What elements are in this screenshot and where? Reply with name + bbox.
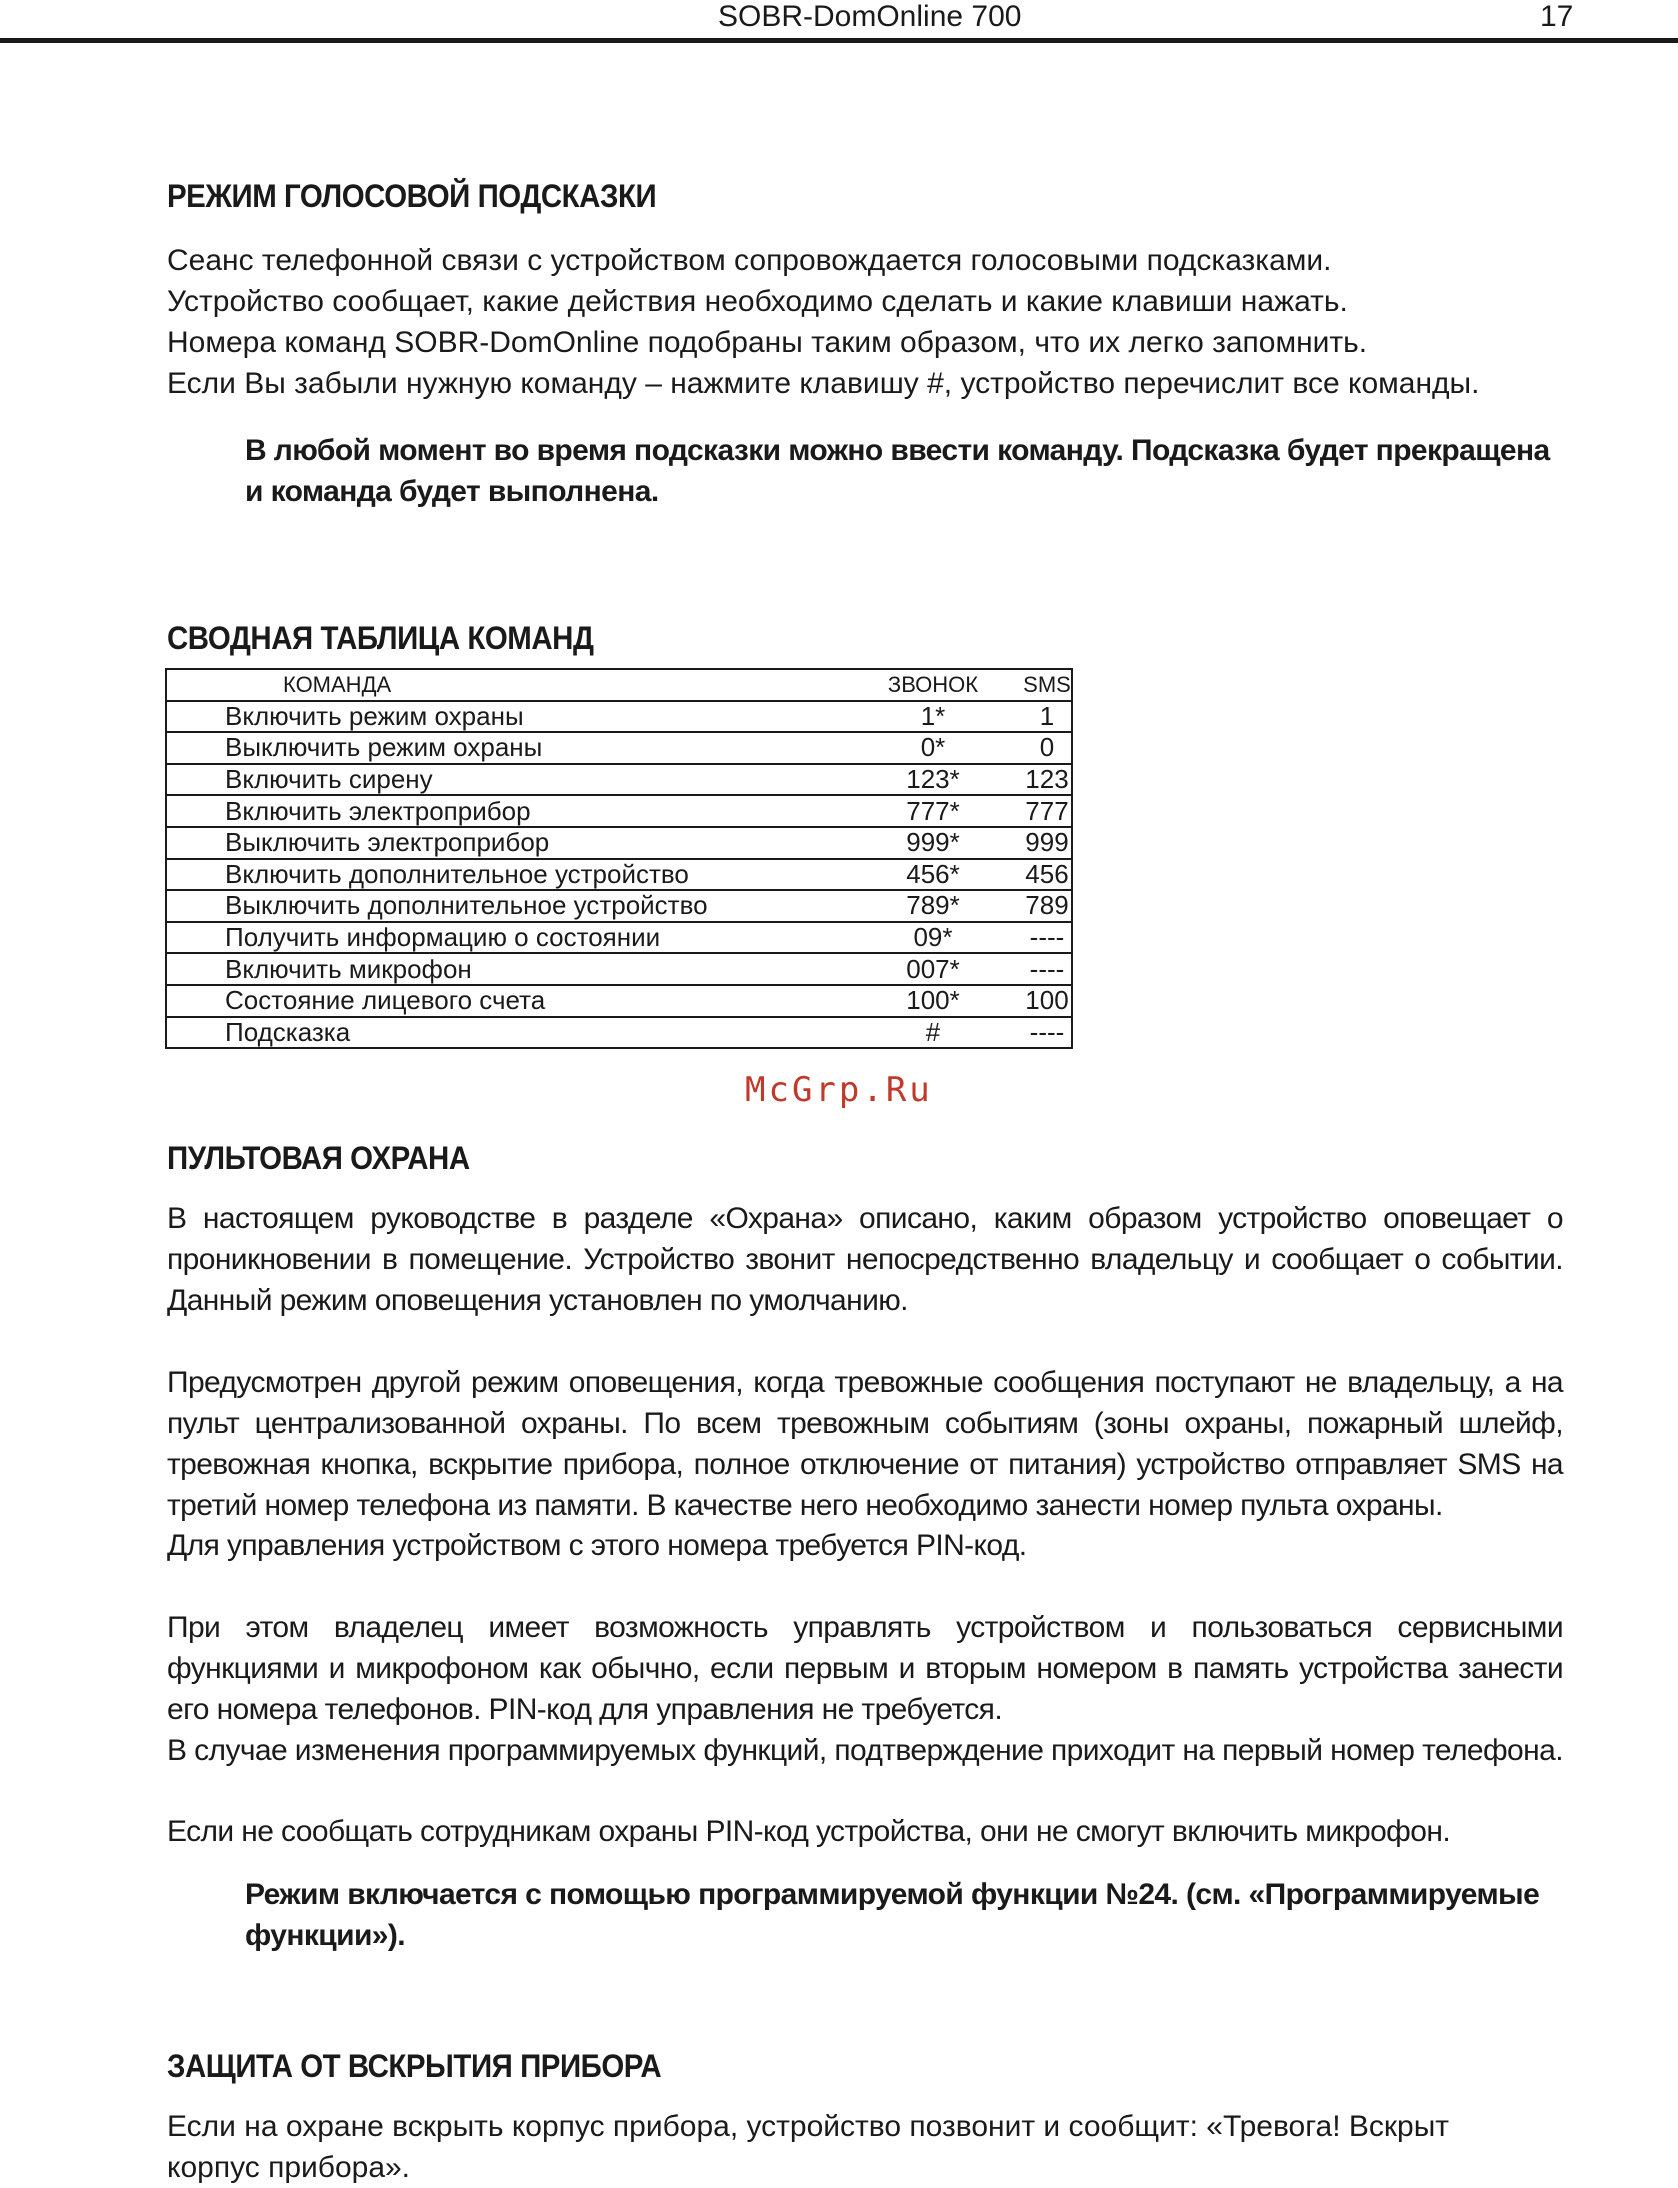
table-header-row — [166, 669, 1072, 701]
table-row — [166, 953, 1072, 985]
call-code-cell: 007* — [843, 953, 1023, 985]
table-row — [166, 922, 1072, 954]
call-code-cell: 456* — [843, 859, 1023, 891]
remote-p3c: Если не сообщать сотрудникам охраны PIN-код устройства, они не смогут включить микрофон. — [167, 1815, 1451, 1848]
call-code-cell: 777* — [843, 795, 1023, 827]
sms-code-cell: 777 — [1023, 795, 1072, 827]
voice-line-2: Устройство сообщает, какие действия необходимо сделать и какие клавиши нажать. — [167, 285, 1348, 318]
call-code-cell: # — [843, 1017, 1023, 1049]
command-name-cell: Выключить дополнительное устройство — [166, 890, 843, 922]
sms-code-cell: 1 — [1023, 701, 1072, 733]
call-code-cell: 100* — [843, 985, 1023, 1017]
sms-code-cell: 999 — [1023, 827, 1072, 859]
voice-line-3: Номера команд SOBR-DomOnline подобраны таким образом, что их легко запомнить. — [167, 326, 1368, 359]
header-divider — [0, 38, 1678, 43]
col-command: КОМАНДА — [166, 669, 843, 701]
call-code-cell: 999* — [843, 827, 1023, 859]
remote-p2b: Для управления устройством с этого номера требуется PIN-код. — [167, 1529, 1027, 1562]
command-name-cell: Включить режим охраны — [166, 701, 843, 733]
command-name-cell: Подсказка — [166, 1017, 843, 1049]
command-table-heading: СВОДНАЯ ТАБЛИЦА КОМАНД — [167, 620, 594, 656]
col-sms: SMS — [1023, 669, 1072, 701]
voice-prompt-note: В любой момент во время подсказки можно ввести команду. Подсказка будет прекращена и команда будет выполнена. — [245, 434, 1550, 508]
sms-code-cell: 123 — [1023, 764, 1072, 796]
voice-line-4: Если Вы забыли нужную команду – нажмите клавишу #, устройство перечислит все команды. — [167, 367, 1480, 400]
sms-code-cell: 100 — [1023, 985, 1072, 1017]
running-header-title: SOBR-DomOnline 700 — [718, 0, 1022, 33]
table-row — [166, 795, 1072, 827]
sms-code-cell: ---- — [1023, 1017, 1072, 1049]
remote-p1: В настоящем руководстве в разделе «Охрана» описано, каким образом устройство оповещает о проникновении в помещение. Устройство звонит непосредственно владельцу и сообщает о событии. Данный режим оповещения установлен по умолчанию. — [167, 1202, 1563, 1317]
tamper-heading: ЗАЩИТА ОТ ВСКРЫТИЯ ПРИБОРА — [167, 2048, 662, 2084]
table-row — [166, 1017, 1072, 1049]
voice-line-1: Сеанс телефонной связи с устройством сопровождается голосовыми подсказками. — [167, 244, 1332, 277]
table-row — [166, 732, 1072, 764]
page-number: 17 — [1540, 0, 1574, 33]
table-row — [166, 985, 1072, 1017]
call-code-cell: 09* — [843, 922, 1023, 954]
table-row — [166, 764, 1072, 796]
table-row — [166, 890, 1072, 922]
command-name-cell: Включить электроприбор — [166, 795, 843, 827]
call-code-cell: 123* — [843, 764, 1023, 796]
command-name-cell: Выключить электроприбор — [166, 827, 843, 859]
command-name-cell: Состояние лицевого счета — [166, 985, 843, 1017]
remote-note: Режим включается с помощью программируемой функции №24. (см. «Программируемые функции»). — [245, 1878, 1540, 1952]
remote-p2: Предусмотрен другой режим оповещения, когда тревожные сообщения поступают не владельцу, а на пульт централизованной охраны. По всем тревожным событиям (зоны охраны, пожарный шлейф, тревожная кнопка, вскрытие прибора, полное отключение от питания) устройство отправляет SMS на третий номер телефона из памяти. В качестве него необходимо занести номер пульта охраны. — [167, 1366, 1563, 1522]
command-name-cell: Включить микрофон — [166, 953, 843, 985]
command-name-cell: Получить информацию о состоянии — [166, 922, 843, 954]
table-row — [166, 827, 1072, 859]
call-code-cell: 1* — [843, 701, 1023, 733]
table-row — [166, 859, 1072, 891]
tamper-text: Если на охране вскрыть корпус прибора, устройство позвонит и сообщит: «Тревога! Вскрыт корпус прибора». — [167, 2110, 1450, 2184]
remote-p3b: В случае изменения программируемых функций, подтверждение приходит на первый номер телефона. — [167, 1734, 1563, 1767]
voice-prompt-text — [167, 240, 1563, 404]
remote-monitoring-heading: ПУЛЬТОВАЯ ОХРАНА — [167, 1140, 470, 1176]
remote-p3: При этом владелец имеет возможность управлять устройством и пользоваться сервисными функциями и микрофоном как обычно, если первым и вторым номером в память устройства занести его номера телефонов. PIN-код для управления не требуется. — [167, 1611, 1563, 1726]
command-name-cell: Включить сирену — [166, 764, 843, 796]
sms-code-cell: ---- — [1023, 953, 1072, 985]
command-table-body — [166, 701, 1072, 1049]
sms-code-cell: ---- — [1023, 922, 1072, 954]
call-code-cell: 789* — [843, 890, 1023, 922]
call-code-cell: 0* — [843, 732, 1023, 764]
sms-code-cell: 0 — [1023, 732, 1072, 764]
command-table — [165, 668, 1073, 1049]
col-call: ЗВОНОК — [843, 669, 1023, 701]
sms-code-cell: 789 — [1023, 890, 1072, 922]
sms-code-cell: 456 — [1023, 859, 1072, 891]
command-name-cell: Выключить режим охраны — [166, 732, 843, 764]
command-name-cell: Включить дополнительное устройство — [166, 859, 843, 891]
table-row — [166, 701, 1072, 733]
voice-prompt-heading: РЕЖИМ ГОЛОСОВОЙ ПОДСКАЗКИ — [167, 178, 657, 214]
watermark: McGrp.Ru — [745, 1070, 933, 1110]
